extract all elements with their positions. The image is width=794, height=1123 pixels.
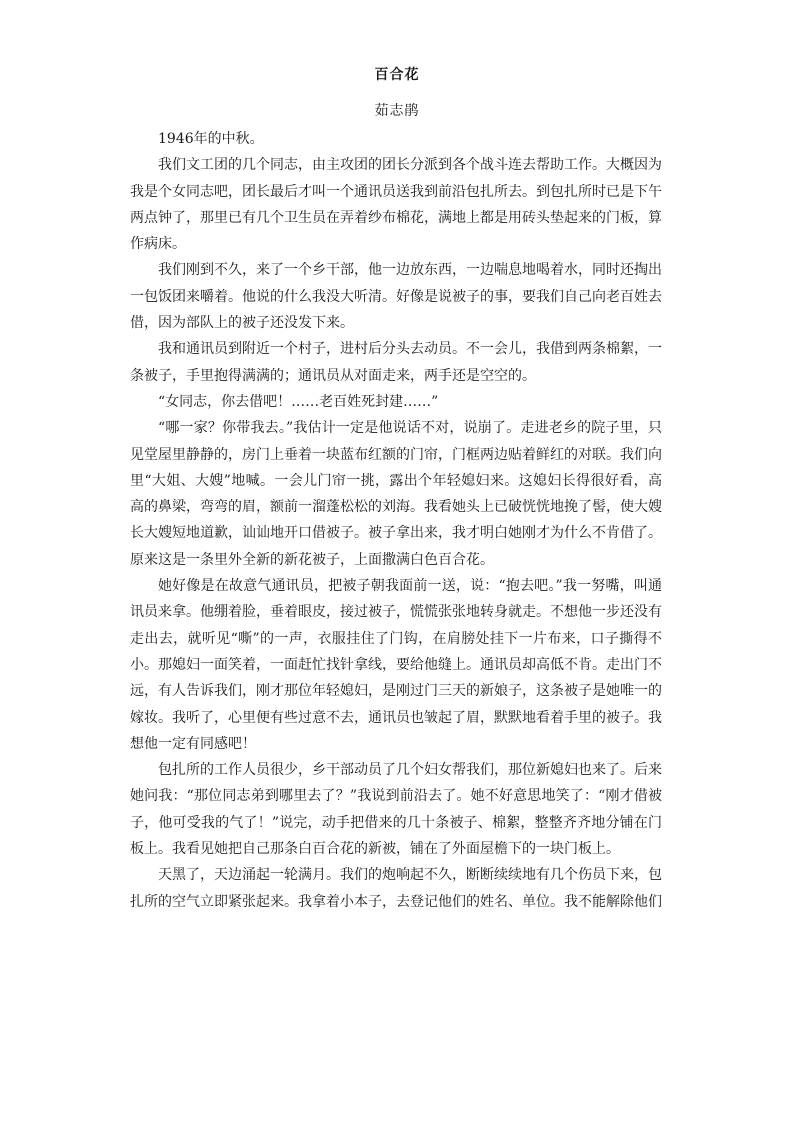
paragraph: 1946年的中秋。 bbox=[158, 131, 264, 147]
document-author: 茹志鹃 bbox=[374, 103, 420, 119]
paragraph: 包扎所的工作人员很少，乡干部动员了几个妇女帮我们，那位新媳妇也来了。后来她问我：“那位同志弟到哪里去了？”我说到前沿去了。她不好意思地笑了：“刚才借被子，他可受我的气了！”说完，动手把借来的几十条被子、棉絮，整整齐齐地分铺在门板上。我看见她把自己那条白百合花的新被，铺在了外面屋檐下的一块门板上。 bbox=[130, 762, 662, 858]
paragraph: “哪一家？你带我去。”我估计一定是他说话不对，说崩了。走进老乡的院子里，只见堂屋里静静的，房门上垂着一块蓝布红额的门帘，门框两边贴着鲜红的对联。我们向里“大姐、大嫂”地喊。一会儿门帘一挑，露出个年轻媳妇来。这媳妇长得很好看，高高的鼻梁，弯弯的眉，额前一溜蓬松松的刘海。我看她头上已破恍恍地挽了髻，使大嫂长大嫂短地道歉，讪讪地开口借被子。被子拿出来，我才明白她刚才为什么不肯借了。原来这是一条里外全新的新花被子，上面撒满白色百合花。 bbox=[130, 420, 662, 568]
document-title: 百合花 bbox=[374, 67, 420, 83]
paragraph: 我们文工团的几个同志，由主攻团的团长分派到各个战斗连去帮助工作。大概因为我是个女同志吧，团长最后才叫一个通讯员送我到前沿包扎所去。到包扎所时已是下午两点钟了，那里已有几个卫生员在弄着纱布棉花，满地上都是用砖头垫起来的门板，算作病床。 bbox=[130, 157, 662, 253]
document-body bbox=[130, 126, 662, 915]
paragraph: 她好像是在故意气通讯员，把被子朝我面前一送，说：“抱去吧。”我一努嘴，叫通讯员来拿。他绷着脸，垂着眼皮，接过被子，慌慌张张地转身就走。不想他一步还没有走出去，就听见“嘶”的一声，衣服挂住了门钩，在肩膀处挂下一片布来，口子撕得不小。那媳妇一面笑着，一面赶忙找针拿线，要给他缝上。通讯员却高低不肯。走出门不远，有人告诉我们，刚才那位年轻媳妇，是刚过门三天的新娘子，这条被子是她唯一的嫁妆。我听了，心里便有些过意不去，通讯员也皱起了眉，默默地看着手里的被子。我想他一定有同感吧！ bbox=[130, 578, 662, 752]
paragraph: 我们刚到不久，来了一个乡干部，他一边放东西，一边喘息地喝着水，同时还掏出一包饭团来嚼着。他说的什么我没大听清。好像是说被子的事，要我们自己向老百姓去借，因为部队上的被子还没发下来。 bbox=[130, 262, 662, 332]
paragraph: 我和通讯员到附近一个村子，进村后分头去动员。不一会儿，我借到两条棉絮，一条被子，手里抱得满满的；通讯员从对面走来，两手还是空空的。 bbox=[130, 341, 662, 384]
paragraph: 天黑了，天边涌起一轮满月。我们的炮响起不久，断断续续地有几个伤员下来，包扎所的空气立即紧张起来。我拿着小本子，去登记他们的姓名、单位。我不能解除他们 bbox=[130, 867, 662, 910]
paragraph: “女同志，你去借吧！……老百姓死封建……” bbox=[158, 393, 439, 410]
